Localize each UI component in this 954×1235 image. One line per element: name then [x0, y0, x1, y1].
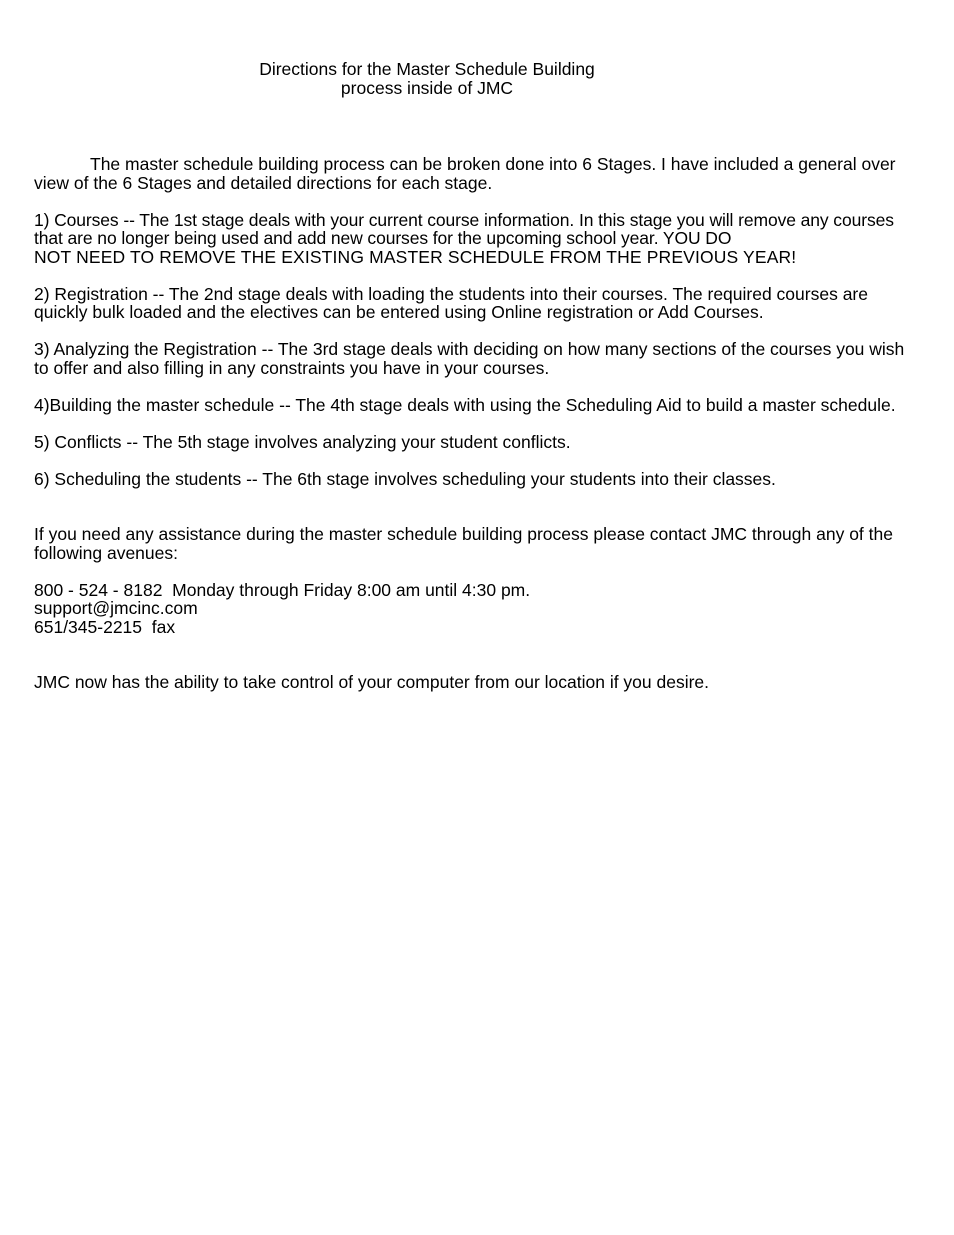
document-title: [200, 60, 654, 97]
stage-1-caps-text: NOT NEED TO REMOVE THE EXISTING MASTER SCHEDULE FROM THE PREVIOUS YEAR!: [34, 246, 797, 267]
contact-email: support@jmcinc.com: [34, 598, 198, 618]
intro-paragraph: The master schedule building process can be broken done into 6 Stages. I have included a general over view of the 6 Stages and detailed directions for each stage.: [34, 154, 896, 193]
title-line-2: process inside of JMC: [340, 77, 514, 98]
contact-block: [34, 581, 914, 637]
remote-support-paragraph: JMC now has the ability to take control of your computer from our location if you desire.: [34, 672, 710, 692]
contact-fax: 651/345-2215 fax: [34, 616, 176, 637]
document-body: [34, 155, 914, 692]
stage-2-paragraph: 2) Registration -- The 2nd stage deals with loading the students into their courses. The required courses are quickly bulk loaded and the electives can be entered using Online registration or Add Courses.: [34, 283, 868, 322]
stage-6-paragraph: 6) Scheduling the students -- The 6th stage involves scheduling your students into their classes.: [34, 468, 776, 489]
stage-1-paragraph: [34, 211, 914, 267]
stage-3-paragraph: 3) Analyzing the Registration -- The 3rd stage deals with deciding on how many sections of the courses you wish to offer and also filling in any constraints you have in your courses.: [34, 339, 905, 378]
stage-5-paragraph: 5) Conflicts -- The 5th stage involves analyzing your student conflicts.: [34, 431, 571, 452]
stage-4-paragraph: 4)Building the master schedule -- The 4th stage deals with using the Scheduling Aid to build a master schedule.: [34, 394, 896, 415]
title-line-1: Directions for the Master Schedule Building: [259, 59, 595, 79]
contact-phone: 800 - 524 - 8182 Monday through Friday 8:00 am until 4:30 pm.: [34, 579, 531, 600]
stage-1-text: 1) Courses -- The 1st stage deals with your current course information. In this stage you will remove any courses that are no longer being used and add new courses for the upcoming school year. YOU DO: [34, 209, 894, 248]
assistance-paragraph: If you need any assistance during the master schedule building process please contact JMC through any of the following avenues:: [34, 524, 893, 563]
